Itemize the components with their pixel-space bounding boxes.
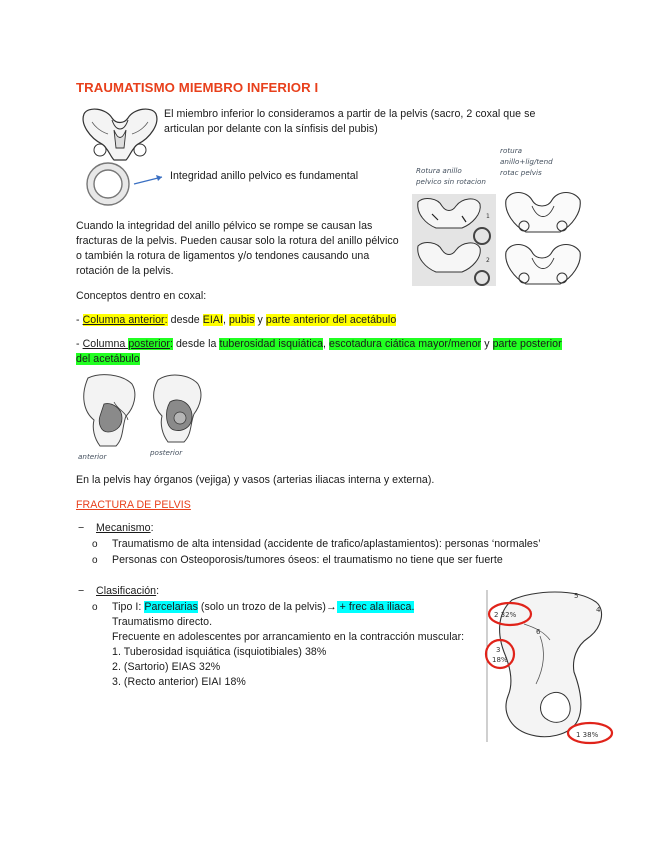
columna-label: Columna	[82, 338, 129, 350]
tipo1-detail-3: 1. Tuberosidad isquiática (isquiotibiales) 38%	[112, 646, 327, 658]
avulsion-hip-bone-figure	[484, 588, 614, 746]
circle-bullet: o	[92, 555, 98, 566]
mecanismo-heading	[96, 521, 154, 536]
caption-posterior: posterior	[150, 448, 183, 457]
pelvis-illustration	[78, 104, 162, 166]
caption-rotura-lig-2: anillo+lig/tend	[500, 157, 553, 166]
columna-posterior-line	[76, 337, 562, 352]
avulsion-label-3: 3	[496, 646, 501, 654]
caption-anterior: anterior	[78, 452, 107, 461]
dash-bullet: −	[78, 585, 85, 597]
colon: :	[164, 314, 168, 326]
columna-posterior-line-2	[76, 352, 140, 367]
ring-ligament-rupture-image	[502, 186, 584, 294]
parte-posterior-term: parte posterior	[492, 338, 562, 350]
escotadura-term: escotadura ciática mayor/menor	[329, 338, 482, 350]
text-y: y	[254, 314, 266, 326]
concepts-heading: Conceptos dentro en coxal:	[76, 290, 207, 302]
bullet-prefix: -	[76, 314, 83, 326]
tipo1-prefix: Tipo I:	[112, 601, 145, 613]
intro-line-1: El miembro inferior lo consideramos a partir de la pelvis (sacro, 2 coxal que se	[164, 108, 536, 120]
arrow-icon	[132, 172, 168, 188]
clasificacion-label: Clasificación	[96, 585, 157, 597]
circle-bullet: o	[92, 602, 98, 613]
posterior-label: posterior	[128, 338, 170, 350]
integrity-para-line-3: o también la rotura de ligamentos y/o tendones causando una	[76, 250, 370, 262]
integrity-para-line-2: fracturas de la pelvis. Pueden causar solo la rotura del anillo pélvico	[76, 235, 399, 247]
organs-line: En la pelvis hay órganos (vejiga) y vasos (arterias iliacas interna y externa).	[76, 474, 435, 486]
mecanismo-item-2: Personas con Osteoporosis/tumores óseos: el traumatismo no tiene que ser fuerte	[112, 554, 503, 566]
caption-rotura-anillo-1: Rotura anillo	[416, 166, 462, 175]
colon: :	[170, 338, 173, 350]
avulsion-number-5: 5	[574, 592, 579, 600]
dash-bullet: −	[78, 522, 85, 534]
clasificacion-heading	[96, 584, 159, 599]
tipo1-detail-1: Traumatismo directo.	[112, 616, 213, 628]
columna-anterior-label: Columna anterior	[82, 314, 165, 326]
columna-anterior-line	[76, 313, 396, 328]
integrity-para-line-4: rotación de la pelvis.	[76, 265, 174, 277]
del-acetabulo-term: del acetábulo	[76, 353, 140, 365]
figure-number-2: 2	[486, 257, 490, 264]
fractura-heading: FRACTURA DE PELVIS	[76, 499, 191, 511]
figure-number-1: 1	[486, 213, 490, 220]
caption-rotura-lig-1: rotura	[500, 146, 523, 155]
avulsion-number-4: 4	[596, 606, 601, 614]
bullet-prefix: -	[76, 338, 83, 350]
coxal-posterior-image	[150, 372, 206, 444]
ring-fracture-image	[412, 194, 496, 286]
integrity-para-line-1: Cuando la integridad del anillo pélvico se rompe se causan las	[76, 220, 373, 232]
mecanismo-label: Mecanismo	[96, 522, 151, 534]
colon: :	[156, 585, 160, 597]
circle-bullet: o	[92, 539, 98, 550]
comma: ,	[323, 338, 330, 350]
pubis-term: pubis	[228, 314, 255, 326]
tipo1-detail-5: 3. (Recto anterior) EIAI 18%	[112, 676, 246, 688]
tipo1-line	[112, 600, 414, 615]
pelvic-ring-diagram	[84, 160, 132, 208]
coxal-anterior-image	[78, 372, 140, 450]
text-y: y	[481, 338, 493, 350]
tipo1-detail-4: 2. (Sartorio) EIAS 32%	[112, 661, 221, 673]
tipo1-description: (solo un trozo de la pelvis)	[197, 601, 326, 613]
parcelarias-term: Parcelarias	[144, 601, 198, 613]
tipo1-detail-2: Frecuente en adolescentes por arrancamiento en la contracción muscular:	[112, 631, 465, 643]
avulsion-label-3-percent: 18%	[492, 656, 508, 664]
ring-integrity-note: Integridad anillo pelvico es fundamental	[170, 170, 359, 182]
tuberosidad-term: tuberosidad isquiática	[219, 338, 324, 350]
text-desde: desde	[167, 314, 203, 326]
arrow-glyph: →	[326, 601, 337, 613]
colon: :	[150, 522, 154, 534]
avulsion-label-1: 1 38%	[576, 731, 599, 739]
text-desde-la: desde la	[173, 338, 220, 350]
parte-anterior-term: parte anterior del acetábulo	[265, 314, 397, 326]
mecanismo-item-1: Traumatismo de alta intensidad (accidente de trafico/aplastamientos): personas ‘normales’	[112, 538, 541, 550]
comma: ,	[222, 314, 229, 326]
caption-rotura-anillo-2: pelvico sin rotacion	[416, 177, 486, 186]
eiai-term: EIAI	[202, 314, 223, 326]
avulsion-label-2: 2 32%	[494, 611, 517, 619]
caption-rotura-lig-3: rotac pelvis	[500, 168, 542, 177]
frec-ala-iliaca-term: + frec ala iliaca.	[336, 601, 415, 613]
avulsion-number-6: 6	[536, 628, 541, 636]
page-title: TRAUMATISMO MIEMBRO INFERIOR I	[76, 80, 319, 95]
intro-line-2: articulan por delante con la sínfisis del pubis)	[164, 123, 378, 135]
